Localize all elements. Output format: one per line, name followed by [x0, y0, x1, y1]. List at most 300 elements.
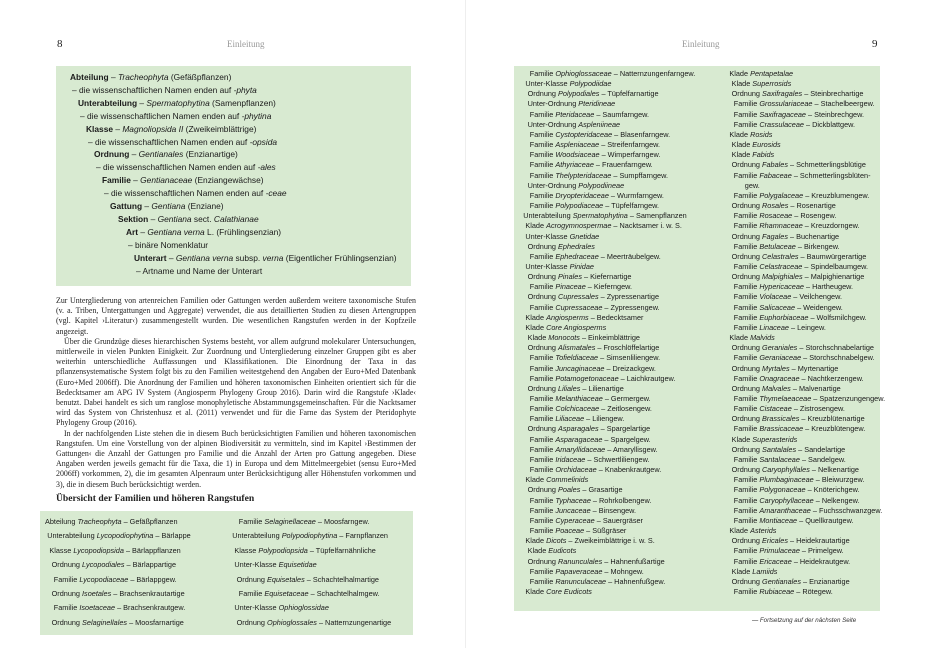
taxon-name: Gentiana verna	[147, 226, 205, 237]
text-fragment: Unter-Ordnung	[527, 180, 579, 190]
rank-label: Abteilung	[70, 72, 109, 82]
paragraph: Zur Untergliederung von artenreichen Familien oder Gattungen werden außerdem weitere taxonomische Stufen (v. a. Triben, Untergattungen und Aggregate) verwendet, die aus detaillierten Studien zu diesen Artengruppen (vgl. Kapitel ›Literatur‹) zusammengestellt wurden. Die wesentlichen Rangstufen werden in der Kopfzeile angezeigt.	[56, 296, 416, 336]
taxon-name: Monocots	[548, 333, 580, 343]
taxon-list-item	[521, 465, 695, 475]
rank-label: Art	[126, 226, 139, 237]
taxon-list-item	[45, 529, 191, 543]
text-fragment: – Amaryllisgew.	[605, 444, 658, 454]
text-fragment: – Binsengew.	[590, 505, 637, 515]
text-fragment: Familie	[529, 302, 556, 312]
taxon-list-item	[521, 221, 695, 231]
text-fragment: – die wissenschaftlichen Namen enden auf	[96, 162, 258, 173]
taxon-name: Ericaceae	[759, 556, 792, 566]
text-fragment: – Kieferngew.	[585, 282, 633, 292]
taxon-name: Juncaginaceae	[555, 363, 605, 373]
text-fragment: – Liliengew.	[584, 414, 625, 424]
taxon-list-item	[230, 616, 391, 630]
text-fragment: – Nachtkerzengew.	[799, 373, 864, 383]
text-fragment: Familie	[733, 170, 760, 180]
taxon-name: Commelinids	[546, 475, 589, 485]
text-fragment: sect.	[191, 213, 214, 224]
text-fragment: – Zistrosengew.	[791, 404, 845, 414]
taxon-name: Spermatophytina	[146, 97, 210, 108]
taxon-list-item	[521, 252, 695, 262]
text-fragment: Familie	[733, 404, 760, 414]
text-fragment: Familie	[529, 373, 556, 383]
text-fragment: Familie	[733, 282, 760, 292]
text-fragment: Unterabteilung	[232, 531, 282, 541]
text-fragment: – Dickblattgew.	[803, 119, 856, 129]
taxon-list-item	[45, 515, 191, 529]
text-fragment: – Hahnenfußartige	[602, 556, 665, 566]
taxon-name: Polypodiineae	[578, 180, 625, 190]
taxon-list-item	[230, 515, 391, 529]
text-fragment: Familie	[733, 556, 760, 566]
rank-entry	[94, 149, 238, 160]
taxon-name: -ales	[257, 162, 276, 173]
taxon-name: Rosales	[762, 201, 789, 211]
text-fragment: Klade	[525, 536, 547, 546]
text-fragment: Unter-Klasse	[525, 231, 570, 241]
taxon-name: Montiaceae	[759, 515, 798, 525]
rank-description	[96, 162, 276, 173]
text-fragment: – Natternzungenfarngew.	[611, 69, 696, 78]
text-fragment: Ordnung	[527, 556, 559, 566]
taxonomy-example-box	[56, 66, 411, 286]
taxon-name: Amaranthaceae	[759, 505, 811, 515]
text-fragment: Familie	[529, 434, 556, 444]
taxon-name: Aspleniineae	[578, 119, 621, 129]
text-fragment: Familie	[733, 292, 760, 302]
taxon-list-item	[725, 445, 885, 455]
text-fragment: – die wissenschaftlichen Namen enden auf	[104, 188, 266, 199]
taxon-name: Spermatophytina	[572, 211, 628, 221]
text-fragment: Ordnung	[731, 272, 763, 282]
text-fragment: Familie	[529, 394, 556, 403]
taxon-name: Fagales	[762, 231, 788, 241]
text-fragment: Familie	[733, 546, 760, 556]
continuation-note: — Fortsetzung auf der nächsten Seite	[752, 617, 857, 624]
text-fragment: Klade	[731, 140, 753, 150]
taxon-name: Santalales	[762, 444, 797, 454]
text-fragment: – Stachelbeergew.	[812, 99, 875, 109]
taxon-name: Fabaceae	[759, 170, 792, 180]
taxon-list-item	[725, 496, 885, 506]
text-fragment: – Heidekrautgew.	[791, 556, 851, 566]
taxon-name: Liliales	[558, 383, 581, 393]
taxon-list-item	[521, 181, 695, 191]
separator: –	[113, 123, 123, 134]
taxon-list-item	[521, 577, 695, 587]
taxon-list-item	[45, 558, 191, 572]
taxon-list-item	[521, 343, 695, 353]
taxon-name: Tofieldiaceae	[555, 353, 599, 363]
taxon-list-item	[725, 69, 885, 79]
text-fragment: Unter-Klasse	[234, 603, 279, 613]
taxon-list-item	[521, 445, 695, 455]
taxon-list-item	[725, 546, 885, 556]
taxon-name: Grossulariaceae	[759, 99, 813, 109]
taxon-list-item	[45, 601, 191, 615]
taxon-list-item	[725, 465, 885, 475]
taxon-name: Pteridineae	[578, 99, 616, 109]
taxon-name: Core Eudicots	[546, 586, 592, 596]
text-fragment: – Zypressenartige	[598, 292, 660, 302]
text-fragment: – Buchenartige	[788, 231, 840, 241]
text-fragment: – binäre Nomenklatur	[128, 239, 209, 250]
taxon-list-item	[521, 485, 695, 495]
text-fragment: Klade	[731, 566, 753, 576]
taxon-list-item	[521, 110, 695, 120]
text-fragment: Familie	[529, 363, 556, 373]
taxon-list-item	[725, 516, 885, 526]
taxon-name: Acrogymnospermae	[546, 221, 612, 231]
taxon-list-item	[45, 573, 191, 587]
text-fragment: Familie	[529, 160, 556, 170]
separator: –	[108, 72, 118, 82]
text-fragment: subsp.	[233, 252, 263, 263]
text-fragment: – Veilchengew.	[791, 292, 842, 302]
text-fragment: – die wissenschaftlichen Namen enden auf	[80, 110, 242, 121]
taxon-list-item	[725, 353, 885, 363]
text-fragment: Familie	[529, 465, 556, 475]
text-fragment: (Enziane)	[185, 201, 224, 211]
rank-entry	[110, 201, 224, 212]
taxon-name: Dicots	[546, 536, 567, 546]
text-fragment: Familie	[529, 495, 556, 505]
text-fragment: Klade	[729, 526, 751, 536]
text-fragment: Familie	[529, 170, 556, 180]
text-fragment: Ordnung	[527, 292, 559, 302]
taxon-list-item	[521, 79, 695, 89]
text-fragment: – Kreuzblütenartige	[799, 414, 865, 424]
taxon-name: Asparagaceae	[555, 434, 603, 444]
taxon-name: Primulaceae	[759, 546, 800, 556]
text-fragment: Abteilung	[45, 517, 78, 526]
text-fragment: Familie	[529, 69, 556, 78]
text-fragment: (Eigentlicher Frühlingsenzian)	[283, 252, 397, 263]
text-fragment: gew.	[744, 180, 760, 190]
text-fragment: Ordnung	[731, 444, 763, 454]
text-fragment: Familie	[53, 603, 80, 613]
text-fragment: – Leingew.	[788, 322, 826, 332]
taxon-list-item	[521, 303, 695, 313]
text-fragment: Ordnung	[731, 201, 763, 211]
overview-continued-box	[514, 66, 886, 611]
text-fragment: Familie	[733, 99, 760, 109]
taxon-list-item	[725, 526, 885, 536]
text-fragment: Familie	[733, 302, 760, 312]
text-fragment: – Malpighienartige	[802, 272, 865, 282]
overview-column-1	[521, 69, 695, 597]
taxon-name: Typhaceae	[555, 495, 591, 505]
text-fragment: Klade	[729, 333, 751, 343]
overview-column-2	[725, 69, 885, 597]
text-fragment: – Storchschnabelartige	[797, 343, 874, 353]
taxon-list-item	[521, 394, 695, 404]
taxon-list-item	[521, 567, 695, 577]
text-fragment: – Enzianartige	[800, 576, 850, 586]
text-fragment: (Enziangewächse)	[192, 175, 264, 186]
text-fragment: Ordnung	[731, 576, 763, 586]
text-fragment: Ordnung	[527, 485, 559, 495]
taxon-name: Lycopodiaceae	[79, 574, 129, 584]
taxon-name: Rubiaceae	[759, 586, 795, 596]
taxon-list-item	[521, 384, 695, 394]
text-fragment: Ordnung	[731, 89, 763, 99]
separator: –	[129, 149, 139, 160]
rank-description	[80, 111, 271, 122]
text-fragment: Klade	[731, 434, 753, 444]
taxon-name: Eurosids	[752, 140, 781, 150]
text-fragment: Klasse	[234, 545, 259, 555]
taxon-name: Geraniales	[762, 343, 798, 353]
taxon-name: Cupressaceae	[555, 302, 603, 312]
text-fragment: – Schwertliliengew.	[585, 454, 650, 464]
taxon-list-item	[45, 544, 191, 558]
taxon-list-item	[521, 506, 695, 516]
text-fragment: Ordnung	[731, 536, 763, 546]
taxon-list-item	[725, 201, 885, 211]
text-fragment: – Froschlöffelartige	[595, 343, 660, 353]
text-fragment: – Bärlappflanzen	[123, 545, 181, 555]
text-fragment: Ordnung	[236, 574, 268, 584]
taxon-name: Isoetaceae	[79, 603, 116, 613]
taxon-list-item	[725, 435, 885, 445]
rank-description	[104, 188, 287, 199]
text-fragment: – Streifenfarngew.	[599, 140, 661, 150]
taxon-list-item	[521, 313, 695, 323]
taxon-name: verna	[262, 252, 284, 263]
taxon-name: Tracheophyta	[77, 517, 122, 526]
taxon-name: Superasterids	[752, 434, 798, 444]
taxon-name: Juncaceae	[555, 505, 591, 515]
taxon-list-item	[725, 577, 885, 587]
taxon-list-item	[725, 475, 885, 485]
taxon-name: Liliaceae	[555, 414, 585, 424]
text-fragment: Unter-Klasse	[525, 261, 570, 271]
text-fragment: Familie	[733, 586, 760, 596]
taxon-list-item	[521, 404, 695, 414]
taxon-name: Geraniaceae	[759, 353, 802, 363]
text-fragment: – Primelgew.	[799, 546, 844, 556]
taxon-name: Potamogetonaceae	[555, 373, 619, 383]
taxon-name: Cupressales	[558, 292, 599, 302]
text-fragment: Familie	[529, 454, 556, 464]
text-fragment: Klade	[525, 221, 547, 231]
text-fragment: Familie	[733, 109, 760, 119]
taxon-list-item	[725, 171, 885, 181]
taxon-list-item	[521, 516, 695, 526]
text-fragment: Ordnung	[236, 617, 268, 627]
rank-label: Unterabteilung	[78, 97, 138, 108]
text-fragment: – Nelkengew.	[813, 495, 860, 505]
taxon-name: Myrtales	[762, 363, 790, 373]
text-fragment: Familie	[529, 201, 556, 211]
text-fragment: – Artname und Name der Unterart	[136, 265, 263, 276]
text-fragment: – Saumfarngew.	[594, 109, 650, 119]
taxon-name: Core Angiosperms	[546, 322, 607, 332]
text-fragment: – Kreuzblumengew.	[803, 190, 870, 200]
taxon-name: Ophioglossidae	[278, 603, 329, 613]
separator: –	[130, 175, 141, 186]
text-fragment: – Rosengew.	[792, 211, 837, 221]
taxon-name: Polypodiophytina	[281, 531, 338, 541]
left-page	[0, 0, 466, 648]
text-fragment: – die wissenschaftlichen Namen enden auf	[72, 84, 234, 95]
text-fragment: – Simsenliliengew.	[598, 353, 661, 363]
text-fragment: Klade	[729, 129, 751, 139]
taxon-name: Hypericaceae	[759, 282, 804, 292]
text-fragment: Ordnung	[731, 231, 763, 241]
taxon-list-item	[521, 282, 695, 292]
taxon-list-item	[725, 424, 885, 434]
taxon-list-item	[725, 191, 885, 201]
rank-label: Familie	[102, 175, 131, 186]
text-fragment: – Quellkrautgew.	[797, 515, 854, 525]
rank-label: Sektion	[118, 213, 149, 224]
taxon-list-item	[521, 455, 695, 465]
text-fragment: – Wimperfarngew.	[599, 150, 661, 160]
taxon-name: Cystopteridaceae	[555, 129, 613, 139]
rank-entry	[126, 227, 281, 238]
text-fragment: – Knabenkrautgew.	[596, 465, 662, 475]
rank-label: Ordnung	[94, 149, 130, 160]
text-fragment: Familie	[529, 576, 556, 586]
text-fragment: Familie	[733, 394, 760, 403]
taxon-list-item	[725, 99, 885, 109]
taxon-list-item	[725, 232, 885, 242]
text-fragment: – Bedecktsamer	[588, 312, 644, 322]
taxon-name: Gnetidae	[569, 231, 600, 241]
text-fragment: – Birkengew.	[795, 241, 840, 251]
text-fragment: – Nacktsamer i. w. S.	[611, 221, 682, 231]
text-fragment: Familie	[733, 241, 760, 251]
taxon-name: Violaceae	[759, 292, 792, 302]
text-fragment: Familie	[529, 505, 556, 515]
taxon-list-item	[725, 404, 885, 414]
taxon-name: Gentiana	[151, 201, 186, 211]
taxon-name: Ranunculaceae	[555, 576, 607, 586]
text-fragment: Familie	[733, 424, 760, 434]
text-fragment: Familie	[733, 190, 760, 200]
text-fragment: (Samenpflanzen)	[209, 97, 276, 108]
taxon-name: Cyperaceae	[555, 515, 595, 525]
taxon-name: Ephedraceae	[555, 251, 599, 261]
text-fragment: – Kreuzblütengew.	[803, 424, 866, 434]
rank-label: Gattung	[110, 201, 143, 211]
text-fragment: – Myrtenartige	[789, 363, 839, 373]
text-fragment: Ordnung	[527, 343, 559, 353]
text-fragment: – Schmetterlingsblüten-	[791, 170, 871, 180]
text-fragment: – Bärlappe	[153, 531, 191, 541]
taxon-name: Pteridaceae	[555, 109, 595, 119]
taxon-list-item	[521, 526, 695, 536]
separator: –	[142, 201, 152, 211]
text-fragment: – Kiefernartige	[581, 272, 632, 282]
text-fragment: – Samenpflanzen	[627, 211, 687, 221]
taxon-list-item	[725, 79, 885, 89]
text-fragment: – Tüpfelfarnartige	[599, 89, 659, 99]
text-fragment: Ordnung	[731, 251, 763, 261]
taxon-list-item	[725, 364, 885, 374]
text-fragment: Familie	[529, 404, 556, 414]
text-fragment: – Spargelartige	[598, 424, 651, 434]
text-fragment: Familie	[529, 526, 556, 536]
taxon-list-item	[521, 201, 695, 211]
taxon-list-item	[230, 601, 391, 615]
text-fragment: Ordnung	[527, 272, 559, 282]
taxon-name: Ericales	[762, 536, 788, 546]
taxon-list-item	[725, 221, 885, 231]
taxon-list-item	[725, 567, 885, 577]
text-fragment: Familie	[529, 251, 556, 261]
text-fragment: – Fuchsschwanzgew.	[810, 505, 883, 515]
taxon-name: Euphorbiaceae	[759, 312, 809, 322]
taxon-list-item	[521, 69, 695, 79]
taxon-name: -phytina	[241, 110, 272, 121]
text-fragment: Klasse	[49, 545, 74, 555]
text-fragment: – Spatzenzungengew.	[811, 394, 886, 403]
text-fragment: Familie	[733, 221, 760, 231]
text-fragment: Ordnung	[527, 424, 559, 434]
text-fragment: Ordnung	[731, 363, 763, 373]
text-fragment: Unter-Ordnung	[527, 119, 579, 129]
text-fragment: Familie	[733, 211, 760, 221]
taxon-name: Superrosids	[752, 79, 792, 89]
text-fragment: – Dreizackgew.	[604, 363, 656, 373]
taxon-name: Fabids	[752, 150, 775, 160]
taxon-list-item	[521, 292, 695, 302]
text-fragment: – Baumwürgerartige	[798, 251, 867, 261]
taxon-name: Asterids	[750, 526, 777, 536]
text-fragment: – Meerträubelgew.	[598, 251, 661, 261]
taxon-list-item	[725, 292, 885, 302]
text-fragment: Familie	[733, 119, 760, 129]
text-fragment: Unter-Ordnung	[527, 99, 579, 109]
taxon-name: Saxifragaceae	[759, 109, 806, 119]
text-fragment: – Sauergräser	[594, 515, 643, 525]
text-fragment: Familie	[733, 261, 760, 271]
taxon-list-item	[725, 374, 885, 384]
text-fragment: – Spargelgew.	[602, 434, 651, 444]
taxon-list-item	[521, 557, 695, 567]
text-fragment: Ordnung	[731, 383, 763, 393]
text-fragment: Familie	[238, 517, 265, 526]
text-fragment: – Laichkrautgew.	[618, 373, 676, 383]
taxon-list-item	[521, 211, 695, 221]
taxon-name: Pinaceae	[555, 282, 586, 292]
taxon-name: Equisetales	[267, 574, 305, 584]
taxon-list-item	[725, 455, 885, 465]
taxon-list-item	[521, 232, 695, 242]
taxon-name: Tracheophyta	[117, 72, 169, 82]
text-fragment: Familie	[529, 414, 556, 424]
section-heading: Übersicht der Familien und höheren Rangstufen	[56, 493, 255, 504]
taxon-name: Rosaceae	[759, 211, 793, 221]
taxon-name: Selaginellales	[82, 617, 128, 627]
text-fragment: L. (Frühlingsenzian)	[204, 226, 282, 237]
separator: –	[148, 213, 158, 224]
text-fragment: Klade	[525, 322, 547, 332]
taxon-name: Brassicales	[762, 414, 800, 424]
taxon-name: Dryopteridaceae	[555, 190, 609, 200]
taxon-name: Saxifragales	[762, 89, 803, 99]
rank-description	[72, 85, 257, 96]
taxon-name: Lycopodiophytina	[96, 531, 154, 541]
taxon-list-item	[725, 130, 885, 140]
text-fragment: – Zeitlosengew.	[599, 404, 652, 414]
